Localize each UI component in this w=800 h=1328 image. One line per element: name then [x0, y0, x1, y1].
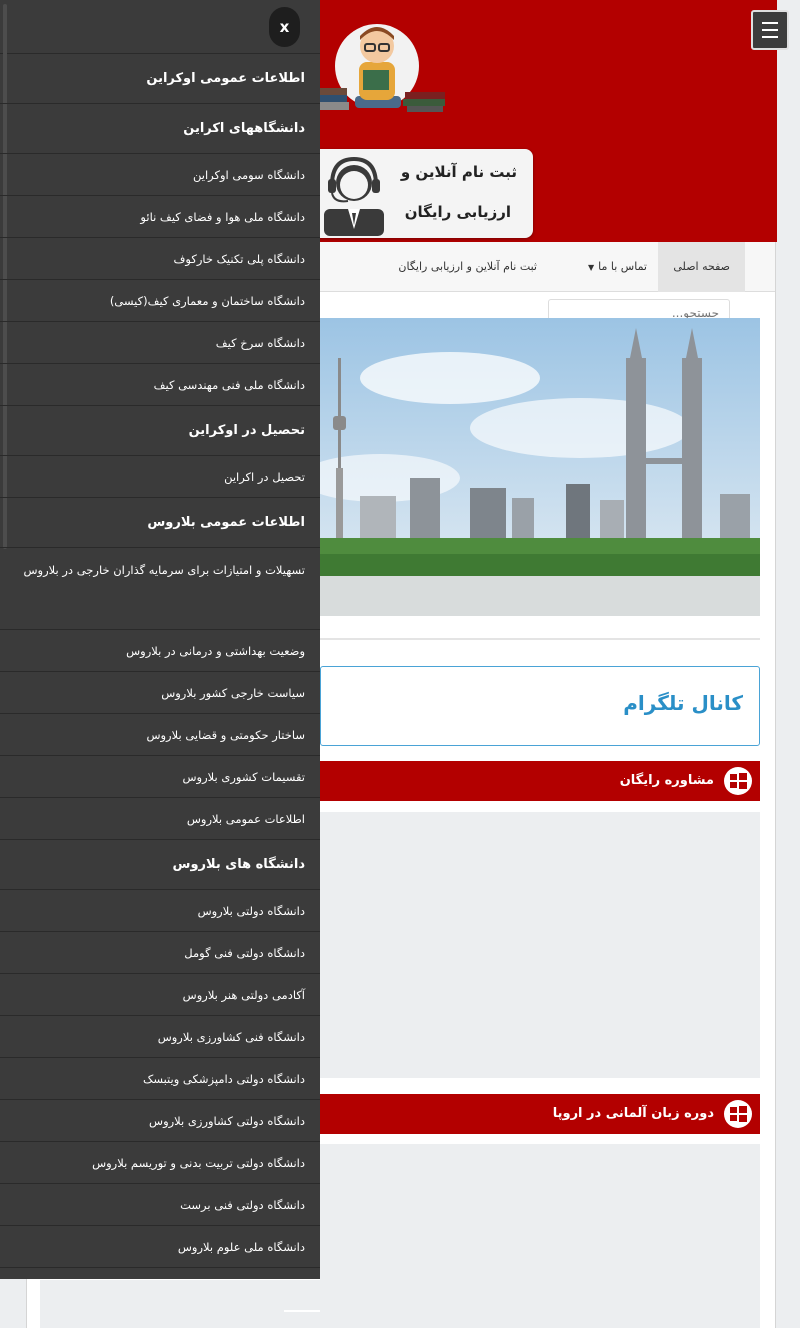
menu-item[interactable]: دانشگاه ساختمان و معماری کیف(کیسی): [0, 280, 320, 322]
register-line-2: ارزیابی رایگان: [404, 203, 511, 221]
register-callout[interactable]: [308, 149, 533, 238]
menu-item[interactable]: تحصیل در اوکراین: [0, 406, 320, 456]
menu-item[interactable]: دانشگاه دولتی بلاروس: [0, 890, 320, 932]
menu-item[interactable]: اطلاعات عمومی بلاروس: [0, 498, 320, 548]
menu-item[interactable]: دانشگاه سومی اوکراین: [0, 154, 320, 196]
hero-image: [320, 318, 760, 616]
main-navbar: [320, 242, 775, 292]
menu-item[interactable]: دانشگاه فنی کشاورزی بلاروس: [0, 1016, 320, 1058]
menu-item[interactable]: دانشگاه دولتی تربیت بدنی و توریسم بلاروس: [0, 1142, 320, 1184]
register-line-1: ثبت نام آنلاین و: [400, 163, 517, 181]
menu-item[interactable]: تحصیل در اکراین: [0, 456, 320, 498]
nav-register[interactable]: ثبت نام آنلاین و ارزیابی رایگان: [398, 260, 537, 273]
divider: [284, 1310, 320, 1312]
menu-item[interactable]: دانشگاه دولتی فنی گومل: [0, 932, 320, 974]
menu-item[interactable]: دانشگاه پلی تکنیک خارکوف: [0, 238, 320, 280]
divider: [320, 638, 760, 640]
menu-item[interactable]: سیاست خارجی کشور بلاروس: [0, 672, 320, 714]
menu-item[interactable]: تسهیلات و امتیازات برای سرمایه گذاران خارجی در بلاروس: [0, 550, 320, 630]
nav-contact-label: تماس با ما: [598, 260, 647, 273]
telegram-box[interactable]: [320, 666, 760, 746]
consult-panel: [320, 812, 760, 1078]
windows-logo-icon: [724, 767, 752, 795]
close-button[interactable]: x: [269, 7, 300, 47]
menu-item[interactable]: دانشگاه سرخ کیف: [0, 322, 320, 364]
menu-item[interactable]: دانشگاه دولتی فنی برست: [0, 1184, 320, 1226]
menu-item[interactable]: دانشگاه ملی فنی مهندسی کیف: [0, 364, 320, 406]
menu-item[interactable]: دانشگاه دولتی کشاورزی بلاروس: [0, 1100, 320, 1142]
menu-item[interactable]: ساختار حکومتی و قضایی بلاروس: [0, 714, 320, 756]
nav-home[interactable]: صفحه اصلی: [658, 242, 745, 292]
mascot-illustration: [305, 18, 450, 116]
headset-support-icon: [318, 151, 390, 236]
menu-item[interactable]: دانشگاه های بلاروس: [0, 840, 320, 890]
menu-item[interactable]: دانشگاه ملی هوا و فضای کیف نائو: [0, 196, 320, 238]
section-bar-consult: [320, 761, 760, 801]
bottom-panel: [40, 1280, 760, 1328]
section-bar-german: [320, 1094, 760, 1134]
section-title-german: دوره زبان آلمانی در اروپا: [552, 1106, 714, 1121]
section-title-consult: مشاوره رایگان: [619, 773, 714, 788]
menu-item[interactable]: دانشگاه دولتی دامپزشکی ویتبسک: [0, 1058, 320, 1100]
menu-item[interactable]: وضعیت بهداشتی و درمانی در بلاروس: [0, 630, 320, 672]
menu-item[interactable]: دانشگاه ملی علوم بلاروس: [0, 1226, 320, 1268]
menu-item[interactable]: آکادمی دولتی هنر بلاروس: [0, 974, 320, 1016]
drawer-header: [0, 0, 320, 54]
sidebar-drawer: [0, 0, 320, 1279]
hamburger-menu-button[interactable]: [751, 10, 789, 50]
caret-down-icon: ▼: [587, 263, 595, 272]
menu-item[interactable]: اطلاعات عمومی اوکراین: [0, 54, 320, 104]
menu-item[interactable]: دانشگاههای اکراین: [0, 104, 320, 154]
nav-contact[interactable]: [588, 242, 647, 292]
menu-item[interactable]: اطلاعات عمومی بلاروس: [0, 798, 320, 840]
windows-logo-icon: [724, 1100, 752, 1128]
menu-item[interactable]: تقسیمات کشوری بلاروس: [0, 756, 320, 798]
telegram-title: کانال تلگرام: [623, 691, 743, 715]
